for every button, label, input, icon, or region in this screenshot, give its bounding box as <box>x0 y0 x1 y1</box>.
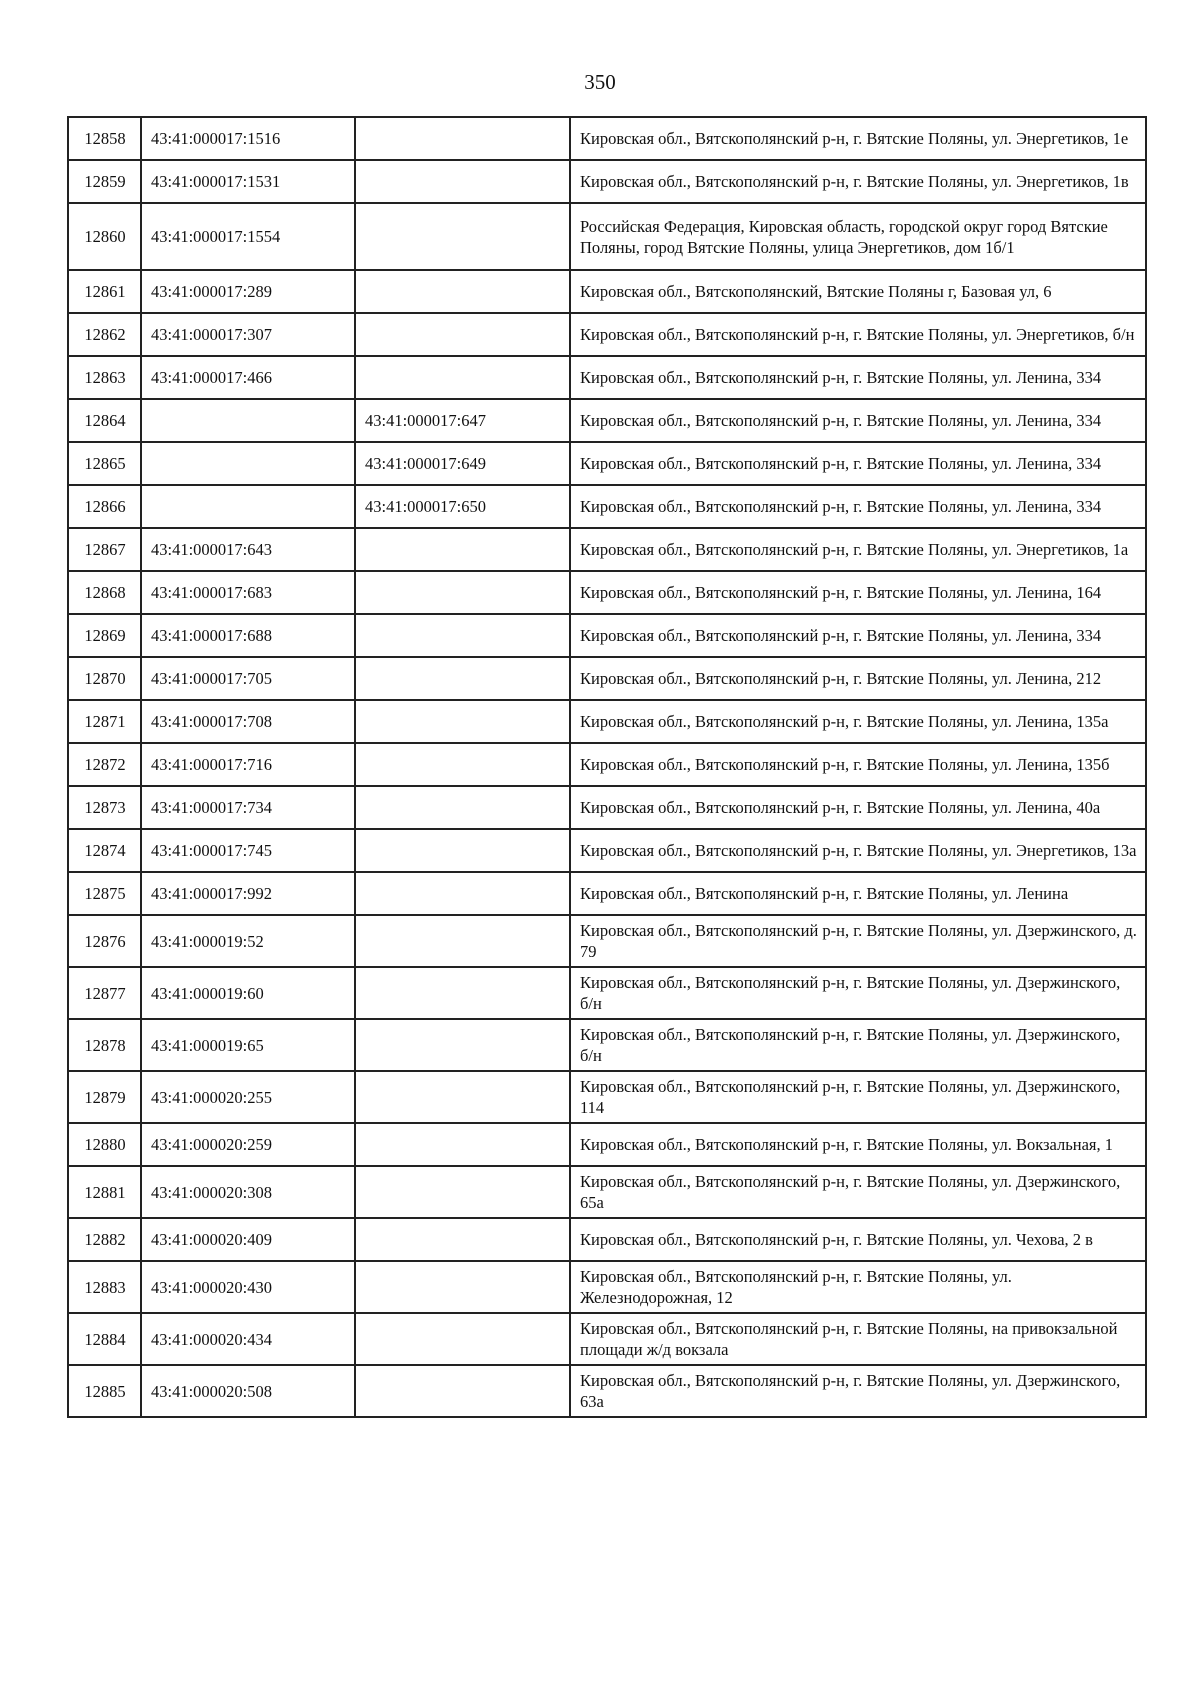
row-number: 12871 <box>68 700 141 743</box>
parent-cadastral-number: 43:41:000017:647 <box>355 399 570 442</box>
address: Кировская обл., Вятскополянский р-н, г. Вятские Поляны, ул. Ленина, 40а <box>570 786 1146 829</box>
table-row <box>68 117 1146 160</box>
table-row <box>68 1071 1146 1123</box>
address: Кировская обл., Вятскополянский р-н, г. Вятские Поляны, ул. Ленина, 334 <box>570 442 1146 485</box>
row-number: 12873 <box>68 786 141 829</box>
cadastral-number: 43:41:000017:688 <box>141 614 355 657</box>
row-number: 12878 <box>68 1019 141 1071</box>
address: Кировская обл., Вятскополянский р-н, г. Вятские Поляны, ул. Ленина <box>570 872 1146 915</box>
row-number: 12866 <box>68 485 141 528</box>
row-number: 12875 <box>68 872 141 915</box>
cadastral-number <box>141 442 355 485</box>
address: Кировская обл., Вятскополянский р-н, г. Вятские Поляны, ул. Ленина, 334 <box>570 399 1146 442</box>
parent-cadastral-number <box>355 1166 570 1218</box>
address: Кировская обл., Вятскополянский р-н, г. Вятские Поляны, ул. Дзержинского, д. 79 <box>570 915 1146 967</box>
row-number: 12876 <box>68 915 141 967</box>
parent-cadastral-number <box>355 270 570 313</box>
table-row <box>68 571 1146 614</box>
cadastral-number: 43:41:000020:409 <box>141 1218 355 1261</box>
parent-cadastral-number <box>355 1218 570 1261</box>
table-row <box>68 657 1146 700</box>
cadastral-number <box>141 485 355 528</box>
parent-cadastral-number: 43:41:000017:650 <box>355 485 570 528</box>
cadastral-number: 43:41:000017:745 <box>141 829 355 872</box>
parent-cadastral-number <box>355 528 570 571</box>
table-row <box>68 872 1146 915</box>
parent-cadastral-number <box>355 743 570 786</box>
table-row <box>68 1365 1146 1417</box>
table-row <box>68 313 1146 356</box>
address: Кировская обл., Вятскополянский р-н, г. Вятские Поляны, ул. Ленина, 334 <box>570 485 1146 528</box>
parent-cadastral-number <box>355 203 570 270</box>
table-row <box>68 1166 1146 1218</box>
address: Кировская обл., Вятскополянский р-н, г. Вятские Поляны, на привокзальной площади ж/д вокзала <box>570 1313 1146 1365</box>
table-row <box>68 700 1146 743</box>
table-row <box>68 967 1146 1019</box>
cadastral-number: 43:41:000020:255 <box>141 1071 355 1123</box>
row-number: 12884 <box>68 1313 141 1365</box>
parent-cadastral-number <box>355 915 570 967</box>
parent-cadastral-number: 43:41:000017:649 <box>355 442 570 485</box>
row-number: 12867 <box>68 528 141 571</box>
address: Кировская обл., Вятскополянский р-н, г. Вятские Поляны, ул. Энергетиков, 1е <box>570 117 1146 160</box>
table-row <box>68 786 1146 829</box>
parent-cadastral-number <box>355 117 570 160</box>
cadastral-number: 43:41:000017:1516 <box>141 117 355 160</box>
row-number: 12882 <box>68 1218 141 1261</box>
row-number: 12859 <box>68 160 141 203</box>
address: Кировская обл., Вятскополянский р-н, г. Вятские Поляны, ул. Ленина, 212 <box>570 657 1146 700</box>
address: Кировская обл., Вятскополянский р-н, г. Вятские Поляны, ул. Вокзальная, 1 <box>570 1123 1146 1166</box>
cadastral-number: 43:41:000017:705 <box>141 657 355 700</box>
row-number: 12880 <box>68 1123 141 1166</box>
cadastral-number: 43:41:000019:60 <box>141 967 355 1019</box>
address: Кировская обл., Вятскополянский р-н, г. Вятские Поляны, ул. Дзержинского, б/н <box>570 1019 1146 1071</box>
table-row <box>68 915 1146 967</box>
parent-cadastral-number <box>355 1019 570 1071</box>
parent-cadastral-number <box>355 313 570 356</box>
table-row <box>68 1019 1146 1071</box>
cadastral-number: 43:41:000017:1531 <box>141 160 355 203</box>
cadastral-number: 43:41:000017:734 <box>141 786 355 829</box>
parent-cadastral-number <box>355 872 570 915</box>
address: Кировская обл., Вятскополянский р-н, г. Вятские Поляны, ул. Энергетиков, б/н <box>570 313 1146 356</box>
address: Российская Федерация, Кировская область, городской округ город Вятские Поляны, город Вятские Поляны, улица Энергетиков, дом 1б/1 <box>570 203 1146 270</box>
row-number: 12881 <box>68 1166 141 1218</box>
cadastral-number: 43:41:000017:1554 <box>141 203 355 270</box>
parent-cadastral-number <box>355 967 570 1019</box>
address: Кировская обл., Вятскополянский р-н, г. Вятские Поляны, ул. Ленина, 164 <box>570 571 1146 614</box>
address: Кировская обл., Вятскополянский р-н, г. Вятские Поляны, ул. Дзержинского, 114 <box>570 1071 1146 1123</box>
cadastral-number: 43:41:000017:683 <box>141 571 355 614</box>
table-row <box>68 203 1146 270</box>
address: Кировская обл., Вятскополянский р-н, г. Вятские Поляны, ул. Энергетиков, 1в <box>570 160 1146 203</box>
cadastral-number: 43:41:000017:992 <box>141 872 355 915</box>
parent-cadastral-number <box>355 786 570 829</box>
cadastral-number: 43:41:000020:508 <box>141 1365 355 1417</box>
cadastral-number: 43:41:000017:643 <box>141 528 355 571</box>
cadastral-number: 43:41:000017:289 <box>141 270 355 313</box>
address: Кировская обл., Вятскополянский р-н, г. Вятские Поляны, ул. Энергетиков, 1а <box>570 528 1146 571</box>
table-row <box>68 1218 1146 1261</box>
row-number: 12885 <box>68 1365 141 1417</box>
address: Кировская обл., Вятскополянский р-н, г. Вятские Поляны, ул. Дзержинского, б/н <box>570 967 1146 1019</box>
address: Кировская обл., Вятскополянский р-н, г. Вятские Поляны, ул. Ленина, 135а <box>570 700 1146 743</box>
cadastral-number: 43:41:000017:466 <box>141 356 355 399</box>
cadastral-number <box>141 399 355 442</box>
address: Кировская обл., Вятскополянский р-н, г. Вятские Поляны, ул. Железнодорожная, 12 <box>570 1261 1146 1313</box>
page-number: 350 <box>584 70 616 94</box>
table-row <box>68 829 1146 872</box>
registry-table <box>67 116 1147 1418</box>
row-number: 12865 <box>68 442 141 485</box>
address: Кировская обл., Вятскополянский р-н, г. Вятские Поляны, ул. Ленина, 334 <box>570 356 1146 399</box>
parent-cadastral-number <box>355 700 570 743</box>
parent-cadastral-number <box>355 1313 570 1365</box>
cadastral-number: 43:41:000017:708 <box>141 700 355 743</box>
address: Кировская обл., Вятскополянский р-н, г. Вятские Поляны, ул. Ленина, 135б <box>570 743 1146 786</box>
table-row <box>68 528 1146 571</box>
address: Кировская обл., Вятскополянский р-н, г. Вятские Поляны, ул. Дзержинского, 65а <box>570 1166 1146 1218</box>
table-row <box>68 614 1146 657</box>
cadastral-number: 43:41:000019:65 <box>141 1019 355 1071</box>
parent-cadastral-number <box>355 1071 570 1123</box>
parent-cadastral-number <box>355 614 570 657</box>
address: Кировская обл., Вятскополянский р-н, г. Вятские Поляны, ул. Дзержинского, 63а <box>570 1365 1146 1417</box>
parent-cadastral-number <box>355 1261 570 1313</box>
row-number: 12877 <box>68 967 141 1019</box>
table-row <box>68 160 1146 203</box>
row-number: 12872 <box>68 743 141 786</box>
registry-table-body <box>68 117 1146 1417</box>
row-number: 12858 <box>68 117 141 160</box>
cadastral-number: 43:41:000019:52 <box>141 915 355 967</box>
parent-cadastral-number <box>355 657 570 700</box>
parent-cadastral-number <box>355 571 570 614</box>
address: Кировская обл., Вятскополянский р-н, г. Вятские Поляны, ул. Чехова, 2 в <box>570 1218 1146 1261</box>
row-number: 12869 <box>68 614 141 657</box>
table-row <box>68 270 1146 313</box>
cadastral-number: 43:41:000020:308 <box>141 1166 355 1218</box>
cadastral-number: 43:41:000020:430 <box>141 1261 355 1313</box>
row-number: 12861 <box>68 270 141 313</box>
row-number: 12870 <box>68 657 141 700</box>
table-row <box>68 1261 1146 1313</box>
parent-cadastral-number <box>355 1123 570 1166</box>
table-row <box>68 1313 1146 1365</box>
row-number: 12860 <box>68 203 141 270</box>
table-row <box>68 743 1146 786</box>
parent-cadastral-number <box>355 829 570 872</box>
row-number: 12864 <box>68 399 141 442</box>
address: Кировская обл., Вятскополянский, Вятские Поляны г, Базовая ул, 6 <box>570 270 1146 313</box>
parent-cadastral-number <box>355 160 570 203</box>
table-row <box>68 442 1146 485</box>
parent-cadastral-number <box>355 356 570 399</box>
row-number: 12868 <box>68 571 141 614</box>
row-number: 12883 <box>68 1261 141 1313</box>
table-row <box>68 1123 1146 1166</box>
cadastral-number: 43:41:000020:434 <box>141 1313 355 1365</box>
table-row <box>68 485 1146 528</box>
cadastral-number: 43:41:000020:259 <box>141 1123 355 1166</box>
row-number: 12874 <box>68 829 141 872</box>
table-row <box>68 356 1146 399</box>
cadastral-number: 43:41:000017:307 <box>141 313 355 356</box>
parent-cadastral-number <box>355 1365 570 1417</box>
table-row <box>68 399 1146 442</box>
row-number: 12863 <box>68 356 141 399</box>
cadastral-number: 43:41:000017:716 <box>141 743 355 786</box>
row-number: 12862 <box>68 313 141 356</box>
row-number: 12879 <box>68 1071 141 1123</box>
address: Кировская обл., Вятскополянский р-н, г. Вятские Поляны, ул. Ленина, 334 <box>570 614 1146 657</box>
address: Кировская обл., Вятскополянский р-н, г. Вятские Поляны, ул. Энергетиков, 13а <box>570 829 1146 872</box>
